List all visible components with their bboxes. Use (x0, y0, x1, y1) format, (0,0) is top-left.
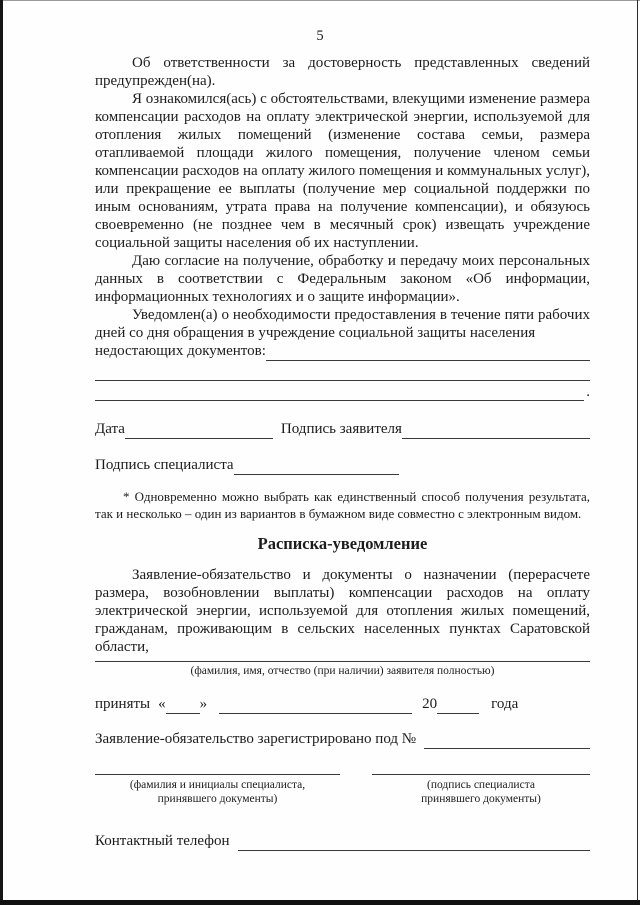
close-quote: » (199, 696, 208, 712)
paragraph-circumstances: Я ознакомился(ась) с обстоятельствами, влекущими изменение размера компенсации расходов на оплату электрической энергии, используемой для отопления жилых помещений (изменение состава семьи, размера отапливаемой площади жилого помещения, получение членом семьи компенсации расходов на оплату жилого помещения и коммунальных услуг), или прекращение ее выплаты (получение мер социальной поддержки по иным основаниям, утрата права на получение компенсации), и обязуюсь своевременно (не позднее чем в месячный срок) извещать учреждение социальной защиты населения об их наступлении. (95, 91, 590, 251)
registration-number-row (95, 730, 590, 749)
registration-number-label: Заявление-обязательство зарегистрировано под № (95, 731, 417, 747)
paragraph-personal-data-consent: Даю согласие на получение, обработку и передачу моих персональных данных в соответствии с Федеральным законом «Об информации, информационных технологиях и о защите информации». (95, 253, 590, 305)
accepted-label: приняты (95, 696, 151, 712)
specialist-sign-caption-line1: (подпись специалиста (427, 779, 535, 791)
specialist-signature-label: Подпись специалиста (95, 457, 234, 473)
document-content (95, 54, 590, 851)
applicant-signature-label: Подпись заявителя (280, 421, 402, 437)
line-end-period: . (586, 384, 590, 400)
specialist-signature-blank-field (234, 460, 399, 475)
contact-phone-row (95, 832, 590, 851)
scan-edge-left (0, 0, 3, 905)
specialist-sign-column (372, 773, 590, 806)
specialist-signature-row (95, 456, 590, 475)
open-quote: « (158, 696, 166, 712)
specialist-name-caption-line2: принявшего документы) (157, 793, 278, 805)
applicant-fullname-caption: (фамилия, имя, отчество (при наличии) заявителя полностью) (190, 665, 495, 677)
blank-write-in-line-2 (95, 381, 590, 401)
specialist-name-column (95, 773, 340, 806)
applicant-signature-blank-field (402, 424, 590, 439)
month-blank-field (219, 699, 412, 714)
missing-documents-blank-field (266, 346, 590, 361)
specialist-name-blank-field (95, 773, 340, 775)
paragraph-missing-documents: Уведомлен(а) о необходимости предоставления в течение пяти рабочих дней со дня обращения в учреждение социальной защиты населения (95, 307, 590, 341)
year-prefix: 20 (422, 696, 438, 712)
paragraph-responsibility: Об ответственности за достоверность представленных сведений предупрежден(на). (95, 55, 590, 89)
specialist-name-caption-line1: (фамилия и инициалы специалиста, (129, 779, 306, 791)
missing-documents-label: недостающих документов: (95, 343, 266, 359)
date-label: Дата (95, 421, 125, 437)
receipt-paragraph: Заявление-обязательство и документы о назначении (перерасчете размера, возобновлении выплаты) компенсации расходов на оплату электрической энергии, используемой для отопления жилых помещений, гражданам, проживающим в сельских населенных пунктах Саратовской области, (95, 567, 590, 655)
specialist-signature-columns (95, 773, 590, 806)
scan-edge-right (637, 0, 638, 905)
accepted-date-row (95, 695, 590, 714)
specialist-sign-blank-field (372, 773, 590, 775)
contact-phone-label: Контактный телефон (95, 833, 230, 849)
contact-phone-blank-field (238, 836, 591, 851)
missing-documents-line (95, 342, 590, 361)
registration-number-blank-field (424, 734, 590, 749)
day-blank-field (166, 699, 200, 714)
page-number: 5 (316, 28, 324, 44)
specialist-sign-caption-line2: принявшего документы) (421, 793, 541, 805)
scan-edge-bottom (0, 900, 640, 905)
date-blank-field (125, 424, 273, 439)
blank-write-in-line-2-field (95, 381, 584, 401)
receipt-notification-title: Расписка-уведомление (257, 534, 428, 553)
blank-write-in-line-1 (95, 361, 590, 381)
year-blank-field (437, 699, 479, 714)
applicant-fullname-blank-field (95, 656, 590, 662)
year-suffix: года (491, 696, 519, 712)
scan-edge-top (0, 0, 640, 1)
date-signature-row (95, 420, 590, 439)
footnote-asterisk: * Одновременно можно выбрать как единственный способ получения результата, так и несколько – один из вариантов в бумажном виде совместно с электронным видом. (95, 489, 590, 521)
